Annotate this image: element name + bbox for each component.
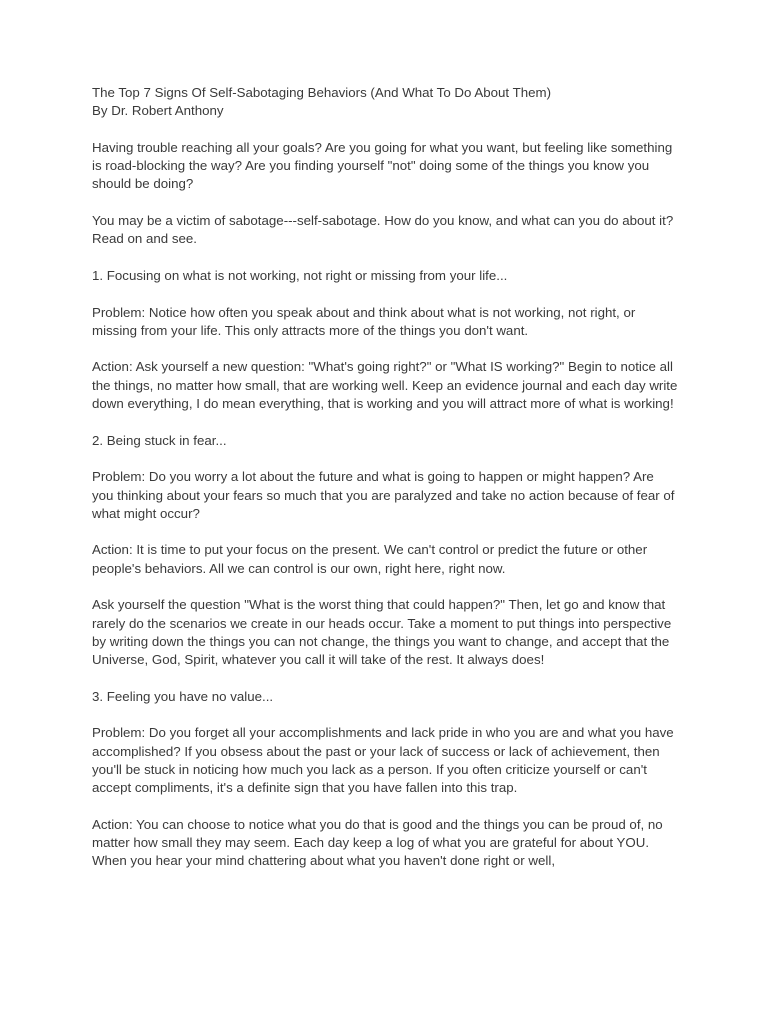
- section-3-heading: 3. Feeling you have no value...: [92, 688, 274, 704]
- intro-paragraph-2: You may be a victim of sabotage---self-sabotage. How do you know, and what can you do about it? Read on and see.: [92, 213, 674, 247]
- section-2-followup-paragraph: Ask yourself the question "What is the worst thing that could happen?" Then, let go and know that rarely do the scenarios we create in our heads occur. Take a moment to put things into perspective by writing down the things you can not change, the things you want to change, and accept that the Universe, God, Spirit, whatever you call it will take of the rest. It always does!: [92, 597, 672, 668]
- section-1-problem-paragraph: Problem: Notice how often you speak about and think about what is not working, not right, or missing from your life. This only attracts more of the things you don't want.: [92, 304, 636, 338]
- section-3-problem-paragraph: Problem: Do you forget all your accomplishments and lack pride in who you are and what you have accomplished? If you obsess about the past or your lack of success or lack of achievement, then you'll be stuck in noticing how much you lack as a person. If you often criticize yourself or can't accept compliments, it's a definite sign that you have fallen into this trap.: [92, 725, 674, 796]
- section-2-action-paragraph: Action: It is time to put your focus on the present. We can't control or predict the future or other people's behaviors. All we can control is our own, right here, right now.: [92, 542, 648, 576]
- intro-paragraph-1: Having trouble reaching all your goals? Are you going for what you want, but feeling like something is road-blocking the way? Are you finding yourself "not" doing some of the things you know you should be doing?: [92, 139, 673, 192]
- section-1-heading: 1. Focusing on what is not working, not right or missing from your life...: [92, 267, 508, 283]
- section-3-action-paragraph: Action: You can choose to notice what you do that is good and the things you can be proud of, no matter how small they may seem. Each day keep a log of what you are grateful for about YOU. When you hear your mind chattering about what you haven't done right or well,: [92, 816, 663, 869]
- document-title: The Top 7 Signs Of Self-Sabotaging Behaviors (And What To Do About Them): [92, 85, 552, 100]
- section-2-heading: 2. Being stuck in fear...: [92, 432, 227, 448]
- document-header: [92, 84, 678, 121]
- document-byline: By Dr. Robert Anthony: [92, 103, 224, 119]
- section-2-problem-paragraph: Problem: Do you worry a lot about the future and what is going to happen or might happen? Are you thinking about your fears so much that you are paralyzed and take no action because of fear of what might occur?: [92, 469, 675, 521]
- section-1-action-paragraph: Action: Ask yourself a new question: "What's going right?" or "What IS working?" Begin to notice all the things, no matter how small, that are working well. Keep an evidence journal and each day write down everything, I do mean everything, that is working and you will attract more of what is working!: [92, 359, 678, 412]
